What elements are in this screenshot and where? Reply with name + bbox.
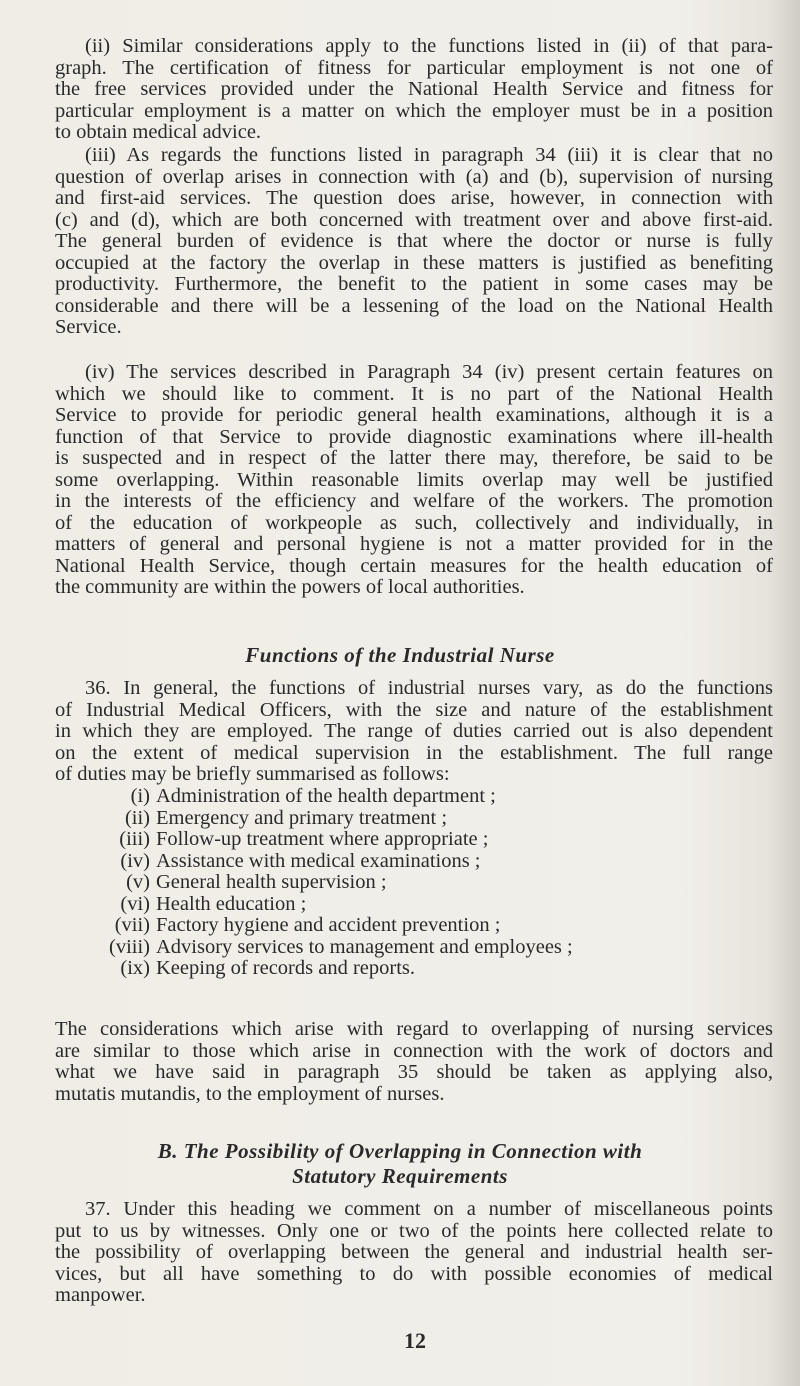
text-line: productivity. Furthermore, the benefit to the patient in some cases may be xyxy=(55,273,773,295)
list-item xyxy=(55,786,773,808)
text-line: the community are within the powers of local authorities. xyxy=(55,576,525,598)
text-line: (iii) As regards the functions listed in paragraph 34 (iii) it is clear that no xyxy=(85,144,773,166)
text-line: put to us by witnesses. Only one or two of the points here collected relate to xyxy=(55,1219,773,1242)
text-line: function of that Service to provide diagnostic examinations where ill-health xyxy=(55,425,773,448)
text-line: and first-aid services. The question does arise, however, in connection with xyxy=(55,187,773,209)
text-line: The considerations which arise with regard to overlapping of nursing services xyxy=(55,1018,773,1040)
list-item-text: Administration of the health department ; xyxy=(156,785,496,807)
text-line: question of overlap arises in connection with (a) and (b), supervision of nursing xyxy=(55,165,773,188)
list-item xyxy=(55,915,773,937)
text-line: The general burden of evidence is that where the doctor or nurse is fully xyxy=(55,230,773,252)
text-line: graph. The certification of fitness for particular employment is not one of xyxy=(55,56,773,79)
list-item-text: Assistance with medical examinations ; xyxy=(156,849,481,872)
text-line: which we should like to comment. It is no part of the National Health xyxy=(55,382,773,405)
list-item xyxy=(55,808,773,830)
list-item-number: (i) xyxy=(130,785,150,807)
text-line: 37. Under this heading we comment on a number of miscellaneous points xyxy=(85,1198,773,1220)
text-line: some overlapping. Within reasonable limits overlap may well be justified xyxy=(55,468,773,491)
text-line: mutatis mutandis, to the employment of nurses. xyxy=(55,1082,445,1105)
text-line: in which they are employed. The range of duties carried out is also dependent xyxy=(55,720,773,742)
list-item xyxy=(55,894,773,916)
text-line: (iv) The services described in Paragraph 34 (iv) present certain features on xyxy=(85,361,773,383)
text-line: National Health Service, though certain measures for the health education of xyxy=(55,554,773,577)
list-item xyxy=(55,829,773,851)
list-item xyxy=(55,851,773,873)
text-line: vices, but all have something to do with possible economies of medical xyxy=(55,1262,773,1285)
text-line: particular employment is a matter on which the employer must be in a position xyxy=(55,99,773,122)
text-line: matters of general and personal hygiene is not a matter provided for in the xyxy=(55,533,773,555)
list-item-number: (vi) xyxy=(120,892,150,915)
list-item-text: General health supervision ; xyxy=(156,871,387,893)
list-item-text: Emergency and primary treatment ; xyxy=(156,806,448,829)
text-line: (ii) Similar considerations apply to the functions listed in (ii) of that para- xyxy=(85,35,773,57)
list-item-number: (iii) xyxy=(119,828,150,850)
text-line: the free services provided under the National Health Service and fitness for xyxy=(55,78,773,100)
text-line: 36. In general, the functions of industrial nurses vary, as do the functions xyxy=(85,677,773,699)
list-item xyxy=(55,958,773,980)
heading-industrial-nurse: Functions of the Industrial Nurse xyxy=(245,643,555,667)
list-item-text: Health education ; xyxy=(156,892,307,915)
paragraph-36 xyxy=(55,678,773,786)
text-line: in the interests of the efficiency and welfare of the workers. The promotion xyxy=(55,490,773,512)
duties-list xyxy=(55,786,773,980)
text-line: the possibility of overlapping between the general and industrial health ser- xyxy=(55,1241,773,1263)
page-number: 12 xyxy=(404,1328,426,1353)
list-item-number: (vii) xyxy=(114,914,150,936)
text-line: to obtain medical advice. xyxy=(55,121,262,143)
text-line: are similar to those which arise in connection with the work of doctors and xyxy=(55,1039,773,1062)
list-item-text: Factory hygiene and accident prevention ; xyxy=(156,914,501,936)
list-item-number: (iv) xyxy=(120,849,150,872)
text-line: on the extent of medical supervision in the establishment. The full range xyxy=(55,741,773,764)
list-item xyxy=(55,872,773,894)
text-line: manpower. xyxy=(55,1284,146,1306)
text-line: Service. xyxy=(55,316,122,338)
paragraph-considerations xyxy=(55,1019,773,1105)
paragraph-ii xyxy=(55,36,773,144)
list-item-text: Advisory services to management and employees ; xyxy=(156,935,573,958)
text-line: considerable and there will be a lessening of the load on the National Health xyxy=(55,294,773,317)
list-item-text: Follow-up treatment where appropriate ; xyxy=(156,828,489,850)
text-line: of the education of workpeople as such, collectively and individually, in xyxy=(55,511,773,534)
text-line: what we have said in paragraph 35 should be taken as applying also, xyxy=(55,1061,773,1083)
text-line: Service to provide for periodic general health examinations, although it is a xyxy=(55,404,773,426)
heading-section-b: B. The Possibility of Overlapping in Connection with xyxy=(157,1139,643,1163)
list-item-number: (ix) xyxy=(120,957,150,979)
list-item xyxy=(55,937,773,959)
paragraph-37 xyxy=(55,1199,773,1307)
paragraph-iii xyxy=(55,145,773,339)
list-item-number: (viii) xyxy=(109,935,150,958)
text-line: is suspected and in respect of the latter there may, therefore, be said to be xyxy=(55,447,773,469)
heading-section-b-subtitle: Statutory Requirements xyxy=(292,1164,508,1188)
text-line: of duties may be briefly summarised as follows: xyxy=(55,763,450,785)
text-line: occupied at the factory the overlap in these matters is justified as benefiting xyxy=(55,251,773,274)
paragraph-iv xyxy=(55,362,773,599)
list-item-number: (v) xyxy=(126,871,150,893)
text-line: (c) and (d), which are both concerned with treatment over and above first-aid. xyxy=(55,208,773,231)
text-line: of Industrial Medical Officers, with the size and nature of the establishment xyxy=(55,698,773,721)
list-item-text: Keeping of records and reports. xyxy=(156,957,416,979)
list-item-number: (ii) xyxy=(124,806,150,829)
